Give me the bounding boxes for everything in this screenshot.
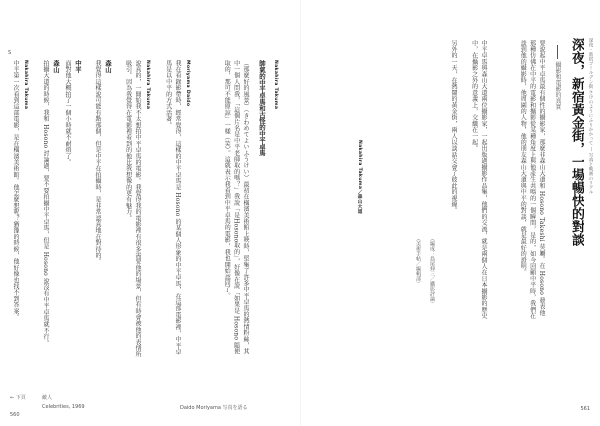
dialogue-nakahira-3: 面對他大概拍了一個小時就不耐煩了。: [64, 60, 71, 166]
article-title: 深夜，新宿黃金街，一場暢快的對談: [569, 38, 584, 246]
speaker-nakahira-4: Nakahira Takuma: [23, 60, 28, 110]
intro-paragraph-1: 要說起中平卓馬最有個性的攝影家，那麼非森山大道和 Hosono Takeshi 莫屬。在 Hosono 發表他那種仿佛在中平的電影和攝影從某種角度上與他產生共鳴的一個瞬間，是的，如今回顧中平時，我們在談到他的攝影時，他周圍的人物，他的朋友森山大道與中平的對談，就是最好的證明。: [519, 40, 545, 319]
speakers-line: Nakahira Takuma／森山大道: [357, 140, 362, 214]
dialogue-moriyama-1: 我在看錄影帶時，經常覺得，這樣的中平卓馬是 Hosono 的某個人形象的中平卓馬，在這部電影裡，中平卓馬是以中平的方式活著。: [164, 60, 181, 356]
dialogue-nakahira-4: 中平第一次看到這部電影，是在橫濱美術館。他怎麼想呢？猶豫的時候，他好像也找不到答案。: [12, 60, 19, 321]
next-page-link[interactable]: ← 下頁: [10, 395, 26, 401]
running-head: 深夜・新宿ゴールデン街 さけのようにふりかかって — 写真と映画のリアル: [588, 38, 593, 195]
page-number-left: 560: [10, 412, 20, 418]
intro-paragraph-3: 另外的一天，在熱鬧的黃金街，兩人以談話交會了彼此的視線。: [450, 40, 457, 214]
speaker-moriyama-3: 森山: [52, 60, 60, 73]
dialogue-nakahira-1: （那麼好的風景）（きわめてよいふうけい）最初在橫濱美術館上映時，堅集了許多中平卓馬的熱情粉絲，其中一個人問我，「這個片名是中平老師取的嗎？」我說「是Hosono取的」，好像在說「如果是 Hosono 隨便取的，那可不能原諒」一樣（笑）。這就表示我看到中平卓馬的電影，我也開始認同了。: [223, 60, 249, 355]
dialogue-moriyama-2: 我覺得這樣說可能有點那個，但是中平在拍攝時，是非常認真地在對待的。: [94, 60, 101, 265]
subtitle-text: 攝影和電影的真實: [554, 61, 561, 110]
left-edge-mark: S: [8, 50, 12, 56]
article-subtitle: [552, 44, 562, 164]
speaker-moriyama-1: Moriyama Daido: [185, 60, 190, 107]
subtitle-dash: [557, 45, 558, 59]
speaker-nakahira-1: Nakahira Takuma: [273, 60, 278, 110]
figure-label: 敵人: [42, 395, 53, 401]
speaker-nakahira-2: Nakahira Takuma: [145, 60, 150, 110]
speaker-nakahira-3: 中平: [74, 60, 82, 73]
dialogue-nakahira-2: 說真的，一開始我不太想拍中平卓馬的電影。我覺得我的電影裡有很多需要他的場景，但有時會被他的表情所吸引。因為我覺得在電影裡看到的他比我想像的更有魅力。: [124, 60, 141, 358]
dialogue-moriyama-3: 拍攝大道的時候，我和 Hosono 討論過，要不要拍攝中平卓馬，但是 Hosono 說沒有中平卓馬就不行。: [42, 60, 49, 347]
caption-editor: （編成：島尾伸三／攝影評論）: [429, 236, 435, 306]
section-heading: 帥氣的中平卓馬和古怪的中平卓馬: [258, 60, 266, 156]
page-footer-center: Daido Moriyama 写真を語る: [180, 405, 248, 411]
speaker-moriyama-2: 森山: [104, 60, 112, 73]
page-number-right: 561: [580, 406, 590, 412]
figure-sub: Celebrities, 1969: [42, 404, 85, 410]
right-page: [300, 0, 600, 426]
caption-magazine: （美術手帖／編輯部）: [415, 236, 421, 286]
intro-paragraph-2: 中平卓馬與森山大道兩位攝影家，一起出版過攝影作品集，他們的交流，就是兩個人在日本攝影的歷史中，在攝影之外的意義上，交織在一起。: [470, 40, 487, 319]
